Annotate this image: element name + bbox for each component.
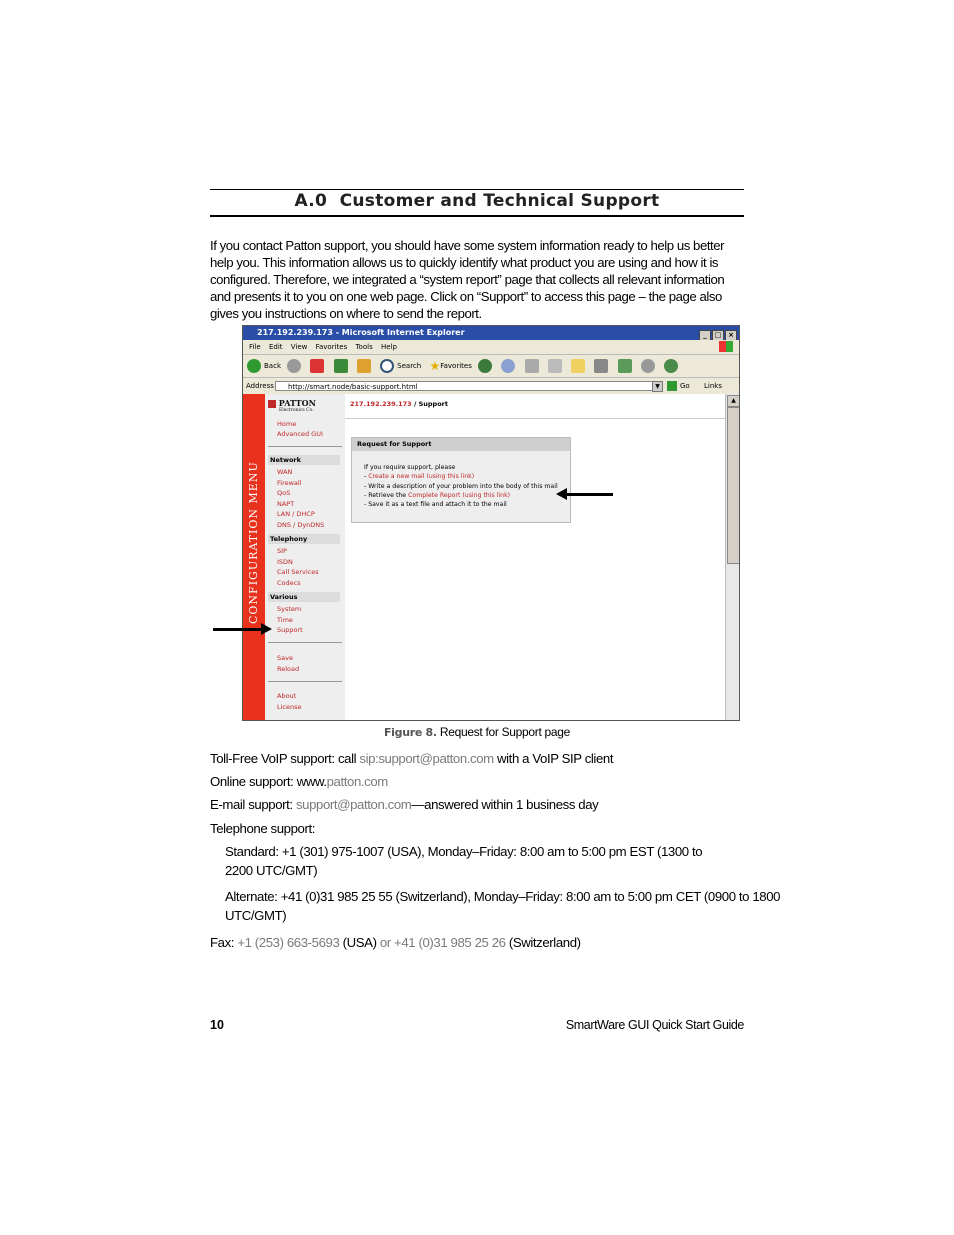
research-icon[interactable] (594, 359, 608, 373)
address-input[interactable]: http://smart.node/basic-support.html (275, 381, 660, 391)
search-button[interactable]: Search (397, 362, 422, 370)
scroll-up-icon[interactable]: ▲ (727, 395, 740, 407)
nav-save[interactable]: Save (277, 654, 293, 662)
nav-reload[interactable]: Reload (277, 665, 300, 673)
nav-time[interactable]: Time (277, 616, 293, 624)
patton-logo: PATTON Electronics Co. (268, 398, 316, 413)
window-titlebar (243, 326, 739, 340)
support-arrow-head-icon (261, 623, 272, 635)
figure-caption (210, 725, 744, 739)
breadcrumb-ip[interactable]: 217.192.239.173 (350, 400, 412, 408)
page-content (243, 394, 739, 720)
figure-text: Request for Support page (439, 725, 571, 739)
nav-dns-dyndns[interactable]: DNS / DynDNS (277, 521, 325, 529)
edit-icon[interactable] (548, 359, 562, 373)
browser-toolbar (243, 354, 739, 377)
history-icon[interactable] (478, 359, 492, 373)
nav-call-services[interactable]: Call Services (277, 568, 319, 576)
address-label: Address (246, 382, 274, 390)
request-support-body: If you require support, please - Create a new mail (using this link) - Write a description of your problem into the body of this mail - Retrieve the Complete Report (using this link) - Save it as a text file and attach it to the mail (364, 464, 558, 509)
users-icon[interactable] (664, 359, 678, 373)
windows-logo-icon (719, 341, 733, 352)
alternate-phone-line-1: Alternate: +41 (0)31 985 25 55 (Switzerland), Monday–Friday: 8:00 am to 5:00 pm CET (0900 to 1800 (225, 889, 781, 904)
fax-switzerland-number: +41 (0)31 985 25 26 (394, 935, 506, 950)
standard-phone-line-1: Standard: +1 (301) 975-1007 (USA), Monday–Friday: 8:00 am to 5:00 pm EST (1300 to (225, 844, 703, 859)
report-arrow-line (566, 493, 613, 496)
voip-support-line: Toll-Free VoIP support: call sip:support@patton.com with a VoIP SIP client (210, 751, 614, 766)
intro-paragraph: If you contact Patton support, you should have some system information ready to help us better help you. This information allows us to quickly identify what product you are using and how it is configured. Therefore, we integrated a “system report” page that collects all relevant information and presents it to you on one web page. Click on “Support” to access this page – the page also gives you instructions on where to send the report. (210, 238, 725, 321)
nav-advanced-gui[interactable]: Advanced GUI (277, 430, 323, 438)
go-arrow-icon[interactable] (667, 381, 677, 391)
browser-screenshot (242, 325, 740, 721)
patton-website-link[interactable]: patton.com (326, 774, 388, 789)
support-arrow-line (213, 628, 263, 631)
menu-tools[interactable]: Tools (355, 343, 373, 351)
forward-arrow-icon[interactable] (287, 359, 301, 373)
nav-about[interactable]: About (277, 692, 297, 700)
nav-lan-dhcp[interactable]: LAN / DHCP (277, 510, 315, 518)
nav-codecs[interactable]: Codecs (277, 579, 301, 587)
menu-bar (243, 340, 739, 354)
email-support-line: E-mail support: support@patton.com—answered within 1 business day (210, 797, 599, 812)
create-mail-link[interactable]: Create a new mail (using this link) (368, 473, 475, 481)
vertical-scrollbar[interactable] (725, 394, 740, 720)
nav-napt[interactable]: NAPT (277, 500, 295, 508)
nav-home[interactable]: Home (277, 420, 297, 428)
nav-system[interactable]: System (277, 605, 302, 613)
page-number: 10 (210, 1018, 224, 1032)
section-heading: A.0 Customer and Technical Support (294, 191, 660, 211)
logo-square-icon (268, 400, 276, 408)
menu-edit[interactable]: Edit (268, 343, 283, 351)
folder-icon[interactable] (571, 359, 585, 373)
complete-report-link[interactable]: Complete Report (using this link) (408, 491, 511, 499)
menu-view[interactable]: View (290, 343, 308, 351)
alternate-phone-line-2: UTC/GMT) (225, 908, 287, 923)
nav-section-network: Network (268, 455, 340, 465)
mail-icon[interactable] (501, 359, 515, 373)
menu-file[interactable]: File (249, 343, 261, 351)
nav-isdn[interactable]: ISDN (277, 558, 293, 566)
nav-divider (268, 681, 342, 682)
left-navigation (265, 394, 345, 720)
nav-section-telephony: Telephony (268, 534, 340, 544)
request-support-title: Request for Support (352, 438, 570, 451)
footer-title: SmartWare GUI Quick Start Guide (565, 1018, 744, 1032)
nav-divider (268, 446, 342, 447)
nav-sip[interactable]: SIP (277, 547, 287, 555)
breadcrumb-page: Support (418, 400, 448, 408)
request-support-panel (351, 437, 571, 523)
dropdown-arrow-icon[interactable]: ▼ (652, 381, 663, 392)
nav-wan[interactable]: WAN (277, 468, 293, 476)
menu-favorites[interactable]: Favorites (315, 343, 348, 351)
nav-section-various: Various (268, 592, 340, 602)
back-button[interactable]: Back (264, 362, 281, 370)
report-arrow-head-icon (556, 488, 567, 500)
breadcrumb: 217.192.239.173 / Support (350, 400, 448, 408)
breadcrumb-divider (345, 418, 725, 419)
menu-help[interactable]: Help (380, 343, 397, 351)
maximize-icon[interactable]: □ (712, 330, 724, 341)
figure-label: Figure 8. (383, 726, 437, 739)
address-bar (243, 377, 739, 394)
fax-usa-number: +1 (253) 663-5693 (237, 935, 340, 950)
standard-phone-line-2: 2200 UTC/GMT) (225, 863, 318, 878)
minimize-icon[interactable]: _ (699, 330, 711, 341)
back-arrow-icon[interactable] (247, 359, 261, 373)
close-icon[interactable]: × (725, 330, 737, 341)
nav-divider (268, 642, 342, 643)
heading-rule-bottom (210, 215, 744, 217)
scroll-thumb[interactable] (727, 407, 740, 564)
home-icon[interactable] (357, 359, 371, 373)
support-email-link[interactable]: support@patton.com (295, 797, 412, 812)
config-sidebar-bar (243, 394, 265, 720)
discuss-icon[interactable] (641, 359, 655, 373)
nav-support[interactable]: Support (277, 626, 303, 634)
main-panel (345, 394, 725, 720)
favorites-star-icon[interactable]: ★ (429, 359, 441, 373)
fax-line: Fax: +1 (253) 663-5693 (USA) or +41 (0)31 985 25 26 (Switzerland) (210, 935, 581, 950)
messenger-icon[interactable] (618, 359, 632, 373)
nav-license[interactable]: License (277, 703, 302, 711)
go-button[interactable]: Go (680, 382, 690, 390)
links-button[interactable]: Links (704, 382, 722, 390)
favorites-button[interactable]: Favorites (440, 362, 472, 370)
nav-qos[interactable]: QoS (277, 489, 291, 497)
online-support-line: Online support: www.patton.com (210, 774, 388, 789)
search-icon[interactable] (380, 359, 394, 373)
nav-firewall[interactable]: Firewall (277, 479, 302, 487)
stop-icon[interactable] (310, 359, 324, 373)
print-icon[interactable] (525, 359, 539, 373)
voip-sip-link[interactable]: sip:support@patton.com (359, 751, 494, 766)
window-title: 217.192.239.173 - Microsoft Internet Explorer (257, 328, 465, 337)
sidebar-title: CONFIGURATION MENU (247, 461, 260, 624)
telephone-support-label: Telephone support: (210, 821, 315, 836)
refresh-icon[interactable] (334, 359, 348, 373)
